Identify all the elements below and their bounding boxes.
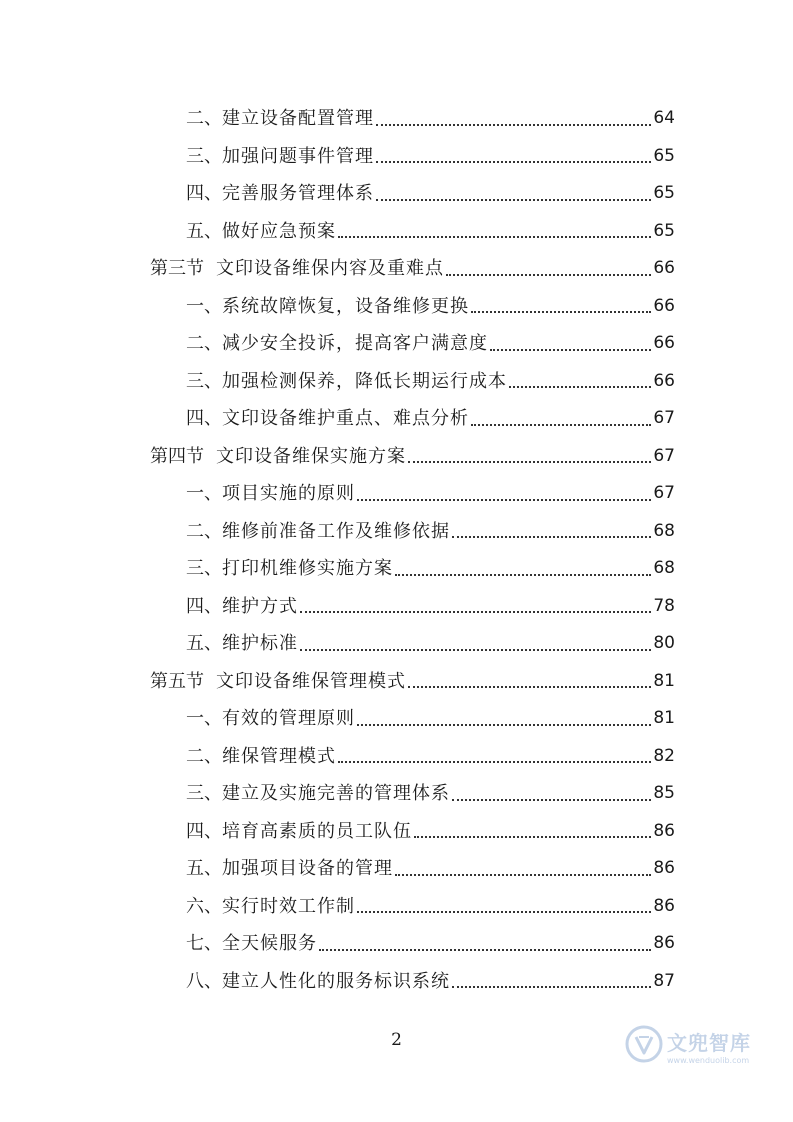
toc-dot-leader [490, 348, 651, 351]
toc-dot-leader [338, 235, 651, 238]
toc-subsection-row[interactable] [150, 400, 675, 438]
toc-entry-title: 文印设备维保管理模式 [216, 670, 406, 692]
toc-entry-page: 82 [653, 745, 675, 766]
toc-entry-title: 加强检测保养，降低长期运行成本 [222, 370, 507, 392]
toc-entry-title: 做好应急预案 [222, 220, 336, 242]
toc-dot-leader [452, 798, 651, 801]
toc-entry-page: 67 [653, 483, 675, 503]
toc-subsection-row[interactable] [150, 213, 675, 251]
toc-dot-leader [376, 123, 651, 126]
toc-entry-title: 培育高素质的员工队伍 [222, 820, 412, 842]
toc-entry-number: 三、 [186, 783, 222, 804]
toc-entry-number: 八、 [186, 970, 222, 992]
toc-subsection-row[interactable] [150, 288, 675, 326]
toc-entry-page: 81 [653, 670, 675, 691]
toc-entry-title: 减少安全投诉，提高客户满意度 [222, 333, 488, 354]
toc-entry-title: 维修前准备工作及维修依据 [222, 520, 450, 542]
toc-entry-title: 文印设备维保实施方案 [216, 445, 406, 467]
toc-entry-number: 五、 [186, 858, 222, 879]
toc-subsection-row[interactable] [150, 738, 675, 776]
toc-section-row[interactable] [150, 250, 675, 288]
toc-dot-leader [395, 573, 651, 576]
toc-dot-leader [395, 873, 651, 876]
toc-entry-number: 二、 [186, 520, 222, 542]
toc-entry-page: 78 [653, 595, 675, 616]
toc-entry-number: 第三节 [150, 258, 204, 279]
toc-entry-page: 67 [653, 408, 675, 428]
toc-subsection-row[interactable] [150, 775, 675, 813]
toc-entry-title: 全天候服务 [222, 933, 317, 954]
toc-entry-page: 86 [653, 820, 675, 841]
wenduo-logo-icon [625, 1025, 663, 1067]
toc-subsection-row[interactable] [150, 625, 675, 663]
toc-entry-page: 87 [653, 970, 675, 991]
toc-entry-number: 四、 [186, 408, 222, 429]
toc-entry-number: 五、 [186, 220, 222, 242]
toc-entry-page: 86 [653, 933, 675, 953]
toc-entry-page: 65 [653, 220, 675, 241]
toc-dot-leader [446, 273, 651, 276]
toc-dot-leader [376, 160, 651, 163]
page-number: 2 [391, 1030, 402, 1050]
toc-subsection-row[interactable] [150, 925, 675, 963]
toc-entry-title: 完善服务管理体系 [222, 183, 374, 204]
toc-entry-number: 三、 [186, 145, 222, 167]
toc-entry-page: 65 [653, 145, 675, 166]
toc-dot-leader [357, 723, 651, 726]
toc-entry-number: 一、 [186, 295, 222, 317]
toc-entry-title: 打印机维修实施方案 [222, 558, 393, 579]
toc-subsection-row[interactable] [150, 550, 675, 588]
toc-subsection-row[interactable] [150, 325, 675, 363]
toc-entry-title: 建立及实施完善的管理体系 [222, 783, 450, 804]
toc-dot-leader [414, 835, 651, 838]
toc-subsection-row[interactable] [150, 513, 675, 551]
toc-entry-number: 三、 [186, 370, 222, 392]
toc-subsection-row[interactable] [150, 963, 675, 1001]
toc-entry-title: 维护方式 [222, 595, 298, 617]
toc-entry-number: 三、 [186, 558, 222, 579]
toc-entry-page: 86 [653, 858, 675, 878]
toc-subsection-row[interactable] [150, 175, 675, 213]
toc-dot-leader [300, 610, 651, 613]
toc-entry-page: 66 [653, 333, 675, 353]
toc-entry-page: 81 [653, 708, 675, 728]
toc-entry-title: 建立设备配置管理 [222, 108, 374, 129]
toc-entry-title: 有效的管理原则 [222, 708, 355, 729]
toc-entry-number: 二、 [186, 333, 222, 354]
toc-entry-title: 系统故障恢复，设备维修更换 [222, 295, 469, 317]
toc-dot-leader [452, 535, 651, 538]
toc-entry-number: 四、 [186, 595, 222, 617]
toc-dot-leader [338, 760, 651, 763]
toc-entry-page: 66 [653, 258, 675, 278]
toc-entry-number: 二、 [186, 108, 222, 129]
toc-subsection-row[interactable] [150, 588, 675, 626]
toc-entry-title: 加强问题事件管理 [222, 145, 374, 167]
toc-entry-page: 64 [653, 108, 675, 128]
toc-entry-page: 86 [653, 895, 675, 916]
toc-entry-title: 建立人性化的服务标识系统 [222, 970, 450, 992]
toc-dot-leader [319, 948, 651, 951]
toc-entry-page: 66 [653, 295, 675, 316]
watermark-text: 文兜智库 [667, 1031, 751, 1055]
toc-entry-number: 第四节 [150, 445, 204, 467]
toc-dot-leader [376, 198, 651, 201]
toc-dot-leader [408, 685, 651, 688]
toc-dot-leader [509, 385, 651, 388]
toc-subsection-row[interactable] [150, 363, 675, 401]
toc-dot-leader [471, 423, 651, 426]
toc-entry-title: 维护标准 [222, 633, 298, 654]
toc-subsection-row[interactable] [150, 475, 675, 513]
toc-subsection-row[interactable] [150, 100, 675, 138]
toc-entry-number: 第五节 [150, 670, 204, 692]
toc-dot-leader [452, 985, 651, 988]
toc-subsection-row[interactable] [150, 700, 675, 738]
toc-entry-page: 85 [653, 783, 675, 803]
table-of-contents [150, 100, 675, 1000]
toc-entry-title: 项目实施的原则 [222, 483, 355, 504]
toc-subsection-row[interactable] [150, 850, 675, 888]
toc-subsection-row[interactable] [150, 813, 675, 851]
toc-dot-leader [408, 460, 651, 463]
toc-entry-page: 68 [653, 520, 675, 541]
toc-dot-leader [357, 498, 651, 501]
toc-entry-title: 文印设备维护重点、难点分析 [222, 408, 469, 429]
toc-entry-number: 四、 [186, 183, 222, 204]
toc-entry-page: 80 [653, 633, 675, 653]
toc-entry-number: 二、 [186, 745, 222, 767]
toc-entry-number: 六、 [186, 895, 222, 917]
toc-dot-leader [300, 648, 651, 651]
toc-entry-number: 一、 [186, 708, 222, 729]
toc-entry-page: 65 [653, 183, 675, 203]
toc-entry-number: 一、 [186, 483, 222, 504]
toc-entry-page: 68 [653, 558, 675, 578]
watermark [625, 1025, 751, 1067]
toc-entry-title: 文印设备维保内容及重难点 [216, 258, 444, 279]
toc-subsection-row[interactable] [150, 138, 675, 176]
toc-entry-title: 加强项目设备的管理 [222, 858, 393, 879]
toc-entry-number: 七、 [186, 933, 222, 954]
toc-section-row[interactable] [150, 663, 675, 701]
watermark-subtext: www.wenduolib.com [667, 1056, 750, 1065]
toc-dot-leader [357, 910, 651, 913]
toc-entry-page: 67 [653, 445, 675, 466]
toc-entry-page: 66 [653, 370, 675, 391]
toc-subsection-row[interactable] [150, 888, 675, 926]
toc-entry-title: 维保管理模式 [222, 745, 336, 767]
toc-dot-leader [471, 310, 651, 313]
toc-entry-number: 四、 [186, 820, 222, 842]
toc-entry-title: 实行时效工作制 [222, 895, 355, 917]
toc-entry-number: 五、 [186, 633, 222, 654]
toc-section-row[interactable] [150, 438, 675, 476]
